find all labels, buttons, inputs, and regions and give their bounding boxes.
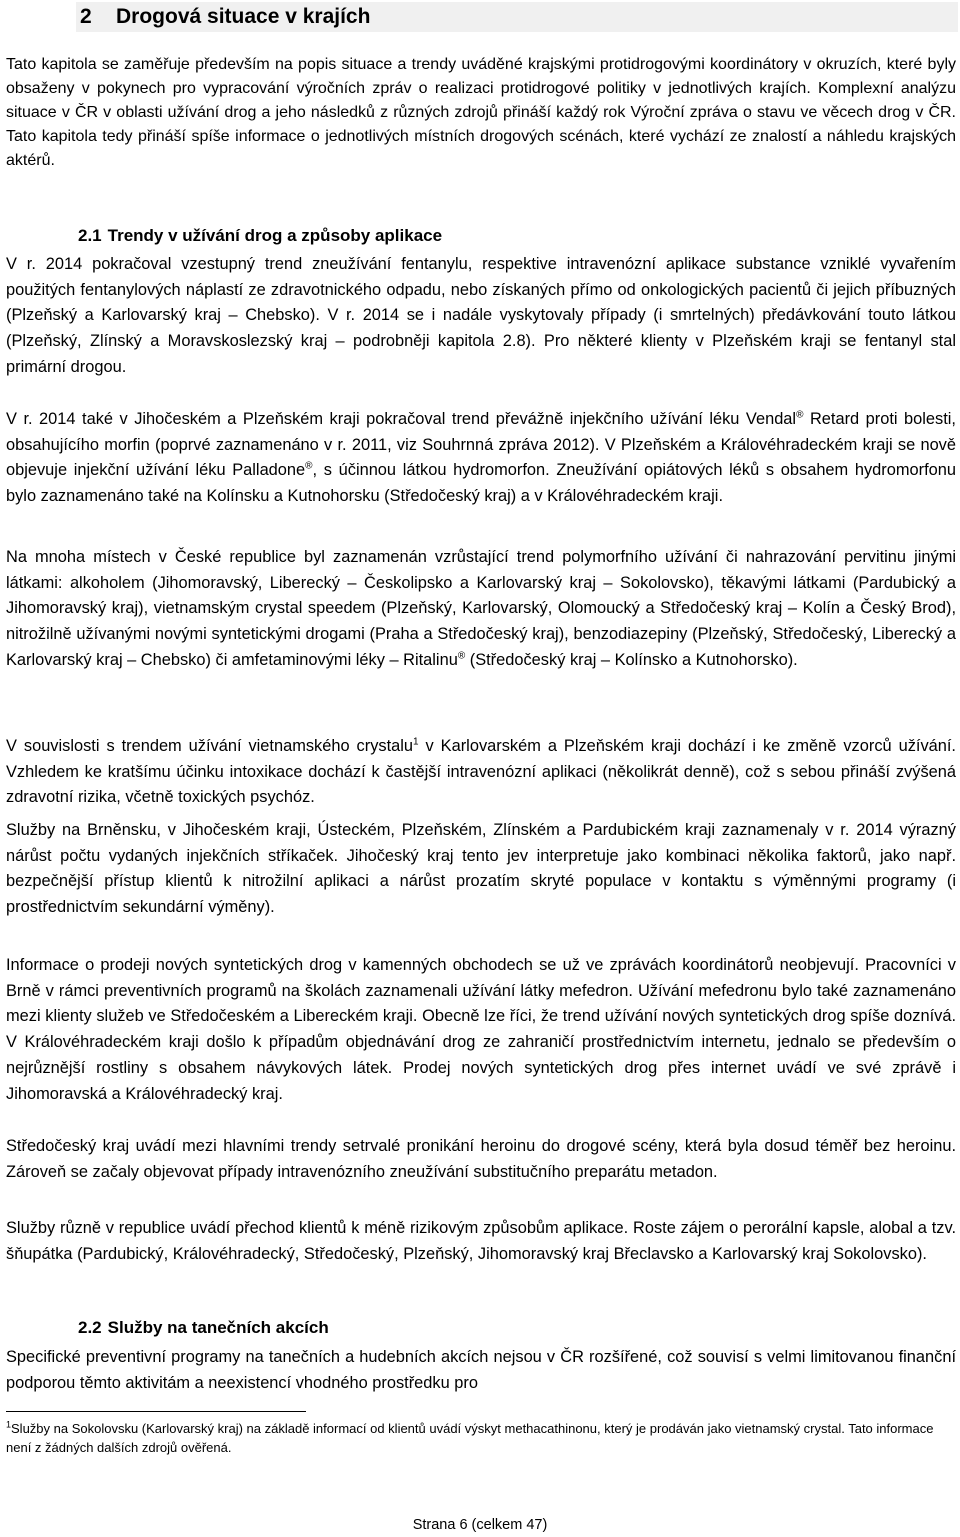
registered-mark: ® — [457, 650, 466, 662]
paragraph-syringes: Služby na Brněnsku, v Jihočeském kraji, Ústeckém, Plzeňském, Zlínském a Pardubickém kraji zaznamenaly v r. 2014 výrazný nárůst počtu vydaných injekčních stříkaček. Jihočeský kraj tento jev interpretuje jako kombinaci několika faktorů, jako např. bezpečnější přístup klientů k nitrožilní aplikaci a nárůst prozatím skryté populace v kontaktu s výměnnými programy (i prostřednictvím sekundární výměny). — [6, 821, 956, 917]
section-title: Trendy v užívání drog a způsoby aplikace — [107, 226, 443, 245]
page-number: Strana 6 (celkem 47) — [412, 1517, 548, 1533]
section-number: 2.2 — [78, 1318, 102, 1337]
paragraph-synthetic-drugs: Informace o prodeji nových syntetických drog v kamenných obchodech se už ve zprávách koordinátorů neobjevují. Pracovníci v Brně v rámci preventivních programů na školách zaznamenali užívání látky mefedron. Užívání mefedronu bylo také zaznamenáno mezi klienty služeb ve Středočeském a Libereckém kraji. Obecně lze říci, že trend užívání nových syntetických drog spíše doznívá. V Královéhradeckém kraji došlo k případům objednávání drog ze zahraničí prostřednictvím internetu, jednalo se především o nejrůznější rostliny s obsahem návykových látek. Prodej nových syntetických drog přes internet uvádí ve své zprávě i Jihomoravská a Královéhradecký kraj. — [6, 956, 956, 1103]
paragraph-fentanyl: V r. 2014 pokračoval vzestupný trend zneužívání fentanylu, respektive intravenózní aplikace substance vzniklé vyvařením použitých fentanylových náplastí ze zdravotnického odpadu, nebo získaných přímo od onkologických pacientů či jejich příbuzných (Plzeňský a Karlovarský kraj – Chebsko). V r. 2014 se i nadále vyskytovaly případy (i smrtelných) předávkování touto látkou (Plzeňský, Zlínský a Moravskoslezský kraj – podrobněji kapitola 2.8). Pro některé klienty v Plzeňském kraji se fentanyl stal primární drogou. — [6, 255, 956, 376]
section-number: 2.1 — [78, 226, 102, 245]
section-heading-2-2 — [78, 1317, 329, 1339]
section-title: Služby na tanečních akcích — [107, 1318, 329, 1337]
footnote-number: 1 — [6, 1419, 12, 1430]
paragraph-polymorphic-use — [6, 545, 956, 674]
section-heading-2-1 — [78, 225, 442, 247]
paragraph-text: V souvislosti s trendem užívání vietnamského crystalu — [6, 737, 414, 755]
chapter-heading — [76, 2, 958, 32]
paragraph-dance-events: Specifické preventivní programy na tanečních a hudebních akcích nejsou v ČR rozšířené, což souvisí s velmi limitovanou finanční podporou těmto aktivitám a neexistencí vhodného prostředku pro — [6, 1348, 956, 1392]
paragraph-heroin: Středočeský kraj uvádí mezi hlavními trendy setrvalé pronikání heroinu do drogové scény, která byla dosud téměř bez heroinu. Zároveň se začaly objevovat případy intravenózního zneužívání substitučního preparátu metadon. — [6, 1137, 956, 1181]
paragraph-text: Na mnoha místech v České republice byl zaznamenán vzrůstající trend polymorfního užívání či nahrazování pervitinu jinými látkami: alkoholem (Jihomoravský, Liberecký – Českolipsko a Karlovarský kraj – Sokolovsko), těkavými látkami (Pardubický a Jihomoravský kraj), vietnamským crystal speedem (Plzeňský, Karlovarský, Olomoucký a Středočeský kraj – Kolín a Český Brod), nitrožilně užívanými novými syntetickými drogami (Praha a Středočeský kraj), benzodiazepiny (Plzeňský, Středočeský, Liberecký a Karlovarský kraj – Chebsko) či amfetaminovými léky – Ritalinu — [6, 548, 956, 669]
paragraph-application-methods: Služby různě v republice uvádí přechod klientů k méně rizikovým způsobům aplikace. Roste zájem o perorální kapsle, alobal a tzv. šňupátka (Pardubický, Královéhradecký, Středočeský, Plzeňský, Jihomoravský kraj Břeclavsko a Karlovarský kraj Sokolovsko). — [6, 1219, 956, 1263]
registered-mark: ® — [796, 409, 804, 421]
footnote — [6, 1419, 956, 1457]
paragraph-crystal — [6, 734, 956, 811]
intro-paragraph: Tato kapitola se zaměřuje především na popis situace a trendy uváděné krajskými protidrogovými koordinátory v okruzích, které byly obsaženy v pokynech pro vypracování výročních zpráv o realizaci protidrogové politiky v jednotlivých krajích. Komplexní analýzu situace v ČR v oblasti užívání drog a jeho následků z různých zdrojů přináší každý rok Výroční zpráva o stavu ve věcech drog v ČR. Tato kapitola tedy přináší spíše informace o jednotlivých místních drogových scénách, které vychází ze znalostí a náhledu krajských aktérů. — [6, 56, 956, 169]
paragraph-vendal — [6, 407, 956, 510]
paragraph-text: , s účinnou látkou hydromorfon. Zneužívání opiátových léků s obsahem hydromorfonu bylo zaznamenáno také na Kolínsku a Kutnohorsku (Středočeský kraj) a v Královéhradeckém kraji. — [6, 461, 957, 506]
paragraph-text: (Středočeský kraj – Kolínsko a Kutnohorsko). — [465, 650, 798, 669]
paragraph-text: V r. 2014 také v Jihočeském a Plzeňském kraji pokračoval trend převážně injekčního užívání léku Vendal — [6, 410, 797, 428]
registered-mark: ® — [305, 460, 313, 472]
footnote-divider — [6, 1411, 306, 1412]
paragraph-text: v Karlovarském a Plzeňském kraji dochází i ke změně vzorců užívání. Vzhledem ke kratšímu účinku intoxikace dochází k častější intravenózní aplikaci (několikrát denně), což s sebou přináší zvýšená zdravotní rizika, včetně toxických psychóz. — [6, 737, 956, 807]
paragraph-text: Retard proti bolesti, obsahujícího morfin (poprvé zaznamenáno v r. 2011, viz Souhrnná zpráva 2012). V Plzeňském a Královéhradeckém kraji se nově objevuje injekční užívání léku Palladone — [6, 410, 956, 480]
chapter-title: Drogová situace v krajích — [116, 5, 371, 28]
footnote-text: Služby na Sokolovsku (Karlovarský kraj) na základě informací od klientů uvádí výskyt methacathinonu, který je prodáván jako vietnamský crystal. Tato informace není z žádných dalších zdrojů ověřená. — [6, 1421, 934, 1455]
chapter-number: 2 — [80, 5, 92, 28]
footnote-reference[interactable]: 1 — [413, 736, 419, 748]
